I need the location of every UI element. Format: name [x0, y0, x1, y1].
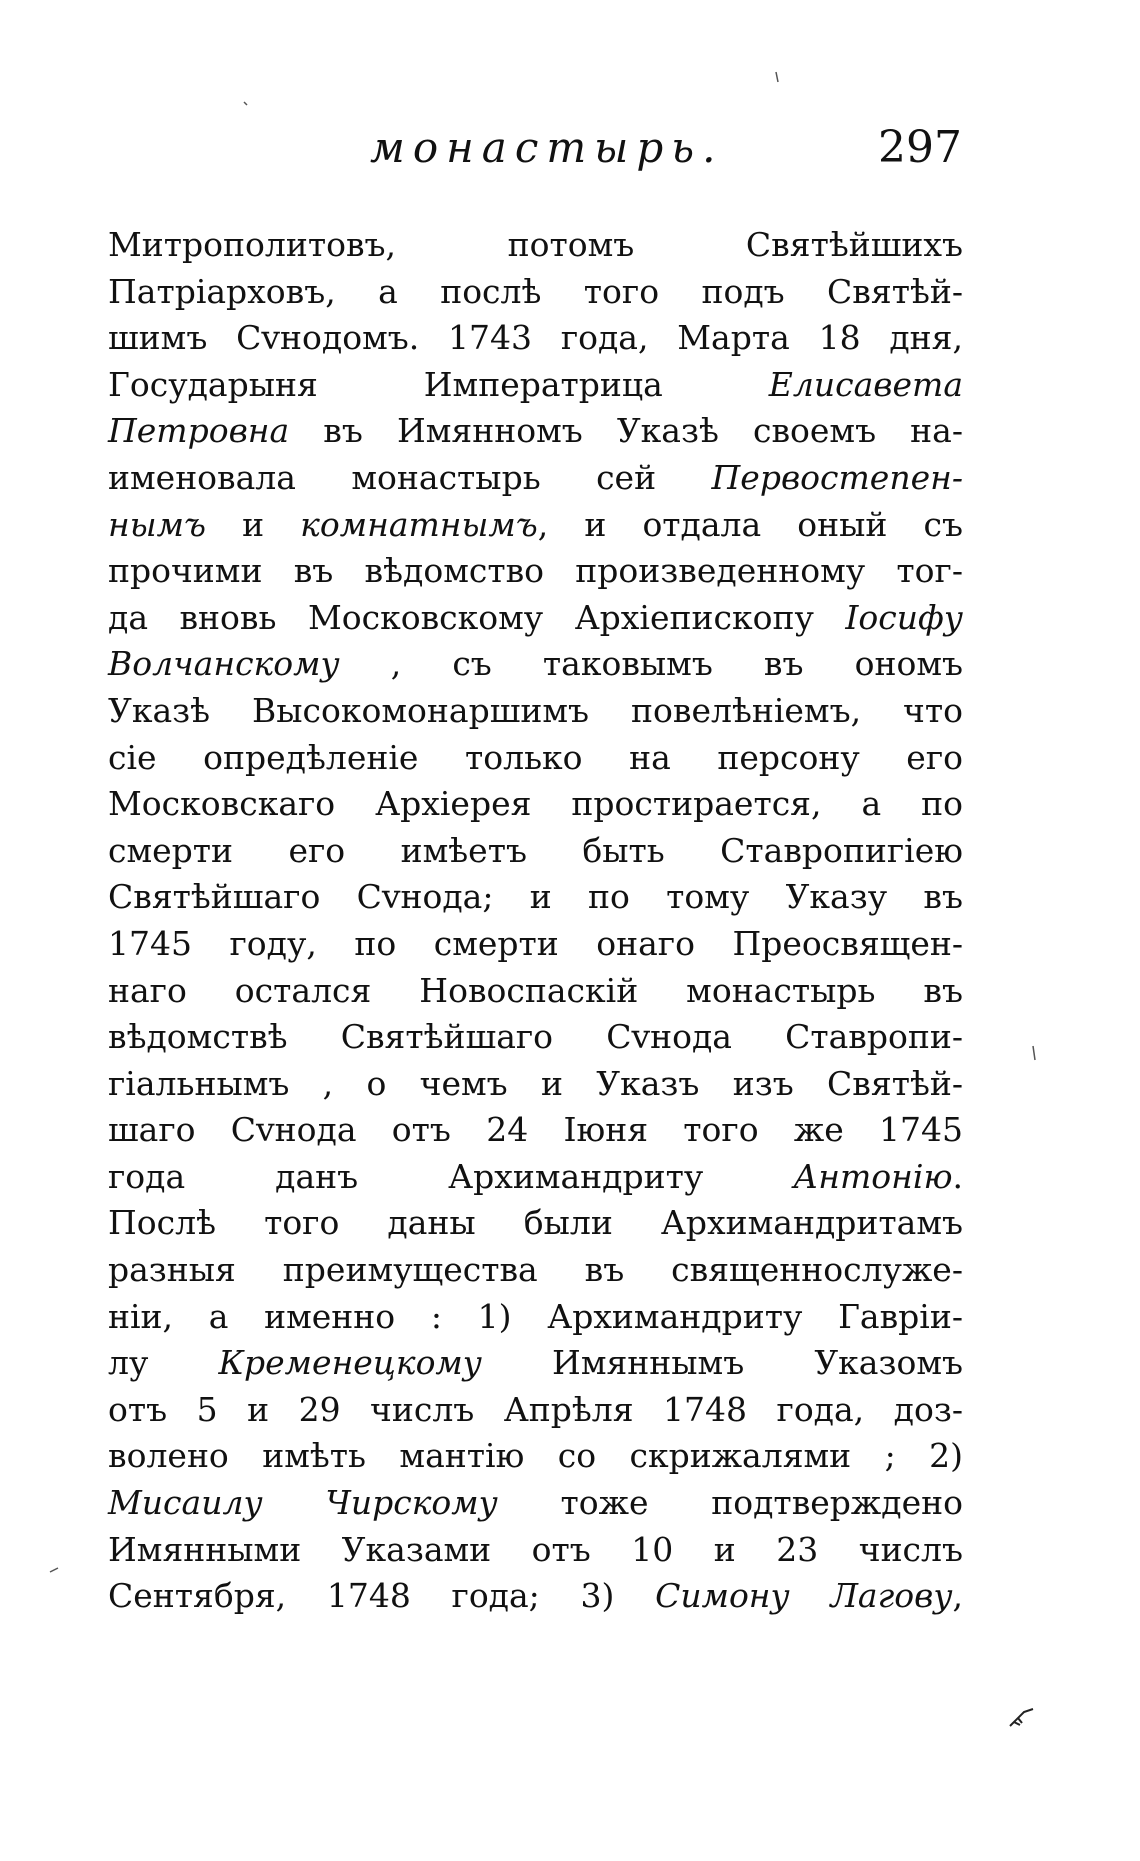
text-line [108, 735, 963, 782]
text-span: отъ 5 и 29 числъ Апрѣля 1748 года, доз- [108, 1389, 963, 1429]
text-line [108, 408, 963, 455]
text-span: Государыня Императрица [108, 364, 769, 404]
text-span: да вновь Московскому Архіепископу [108, 597, 846, 637]
text-span: наго остался Новоспаскій монастырь въ [108, 970, 963, 1010]
text-span: Московскаго Архіерея простирается, а по [108, 784, 963, 824]
text-span: 1745 году, по смерти онаго Преосвящен- [108, 923, 963, 963]
speck [1010, 1709, 1033, 1726]
text-span: Святѣйшаго Сvнода; и по тому Указу въ [108, 877, 963, 917]
text-line [108, 874, 963, 921]
text-line [108, 502, 963, 549]
italic-span: Антонію [793, 1156, 953, 1196]
text-line [108, 1480, 963, 1527]
text-line [108, 1294, 963, 1341]
text-span: въ Имянномъ Указѣ своемъ на- [289, 411, 963, 451]
text-line [108, 1433, 963, 1480]
text-span: ніи, а именно : 1) Архимандриту Гавріи- [108, 1296, 963, 1336]
italic-span: Первостепен- [711, 457, 963, 497]
text-line [108, 269, 963, 316]
text-span: Послѣ того даны были Архимандритамъ [108, 1203, 963, 1243]
text-line [108, 828, 963, 875]
text-span: , съ таковымъ въ ономъ [339, 644, 963, 684]
text-line [108, 1061, 963, 1108]
text-span: смерти его имѣетъ быть Ставропигіею [108, 830, 963, 870]
text-line [108, 548, 963, 595]
text-line [108, 1527, 963, 1574]
speck [50, 1568, 58, 1572]
text-span: именовала монастырь сей [108, 457, 712, 497]
text-span: тоже подтверждено [497, 1483, 963, 1523]
speck [244, 102, 247, 105]
text-line [108, 1387, 963, 1434]
text-span: шимъ Сvнодомъ. 1743 года, Марта 18 дня, [108, 318, 963, 358]
italic-span: Петровна [108, 411, 290, 451]
text-line [108, 688, 963, 735]
italic-span: комнатнымъ [300, 504, 538, 544]
text-line [108, 1154, 963, 1201]
text-span: шаго Сvнода отъ 24 Іюня того же 1745 [108, 1110, 963, 1150]
italic-span: Елисавета [768, 364, 963, 404]
page-header [0, 118, 1140, 178]
italic-span: Волчанскому [108, 644, 340, 684]
text-line [108, 595, 963, 642]
text-line [108, 1247, 963, 1294]
text-span: Патріарховъ, а послѣ того подъ Святѣй- [108, 271, 963, 311]
text-span: года данъ Архимандриту [108, 1156, 794, 1196]
page-number: 297 [878, 122, 962, 173]
text-line [108, 1573, 963, 1620]
text-span: . [952, 1156, 963, 1196]
text-line [108, 1107, 963, 1154]
text-line [108, 222, 963, 269]
italic-span: Мисаилу Чирскому [108, 1483, 498, 1523]
text-span: Митрополитовъ, потомъ Святѣйшихъ [108, 225, 963, 264]
italic-span: нымъ [108, 504, 206, 544]
text-span: , и отдала оный съ [537, 504, 963, 544]
text-span: Указѣ Высокомонаршимъ повелѣніемъ, что [108, 690, 963, 730]
text-line [108, 1200, 963, 1247]
text-span: разныя преимущества въ священнослуже- [108, 1250, 963, 1290]
text-span: гіальнымъ , о чемъ и Указъ изъ Святѣй- [108, 1063, 963, 1103]
text-span: Имяннымъ Указомъ [481, 1343, 963, 1383]
text-span: Сентября, 1748 года; 3) [108, 1576, 656, 1616]
text-line [108, 362, 963, 409]
text-span: сіе опредѣленіе только на персону его [108, 737, 963, 777]
text-line [108, 1014, 963, 1061]
text-line [108, 968, 963, 1015]
italic-span: Кременецкому [218, 1343, 482, 1383]
text-line [108, 315, 963, 362]
italic-span: Симону Лагову [655, 1576, 953, 1616]
text-span: , [952, 1576, 963, 1616]
text-line [108, 1340, 963, 1387]
text-span: Имянными Указами отъ 10 и 23 числъ [108, 1529, 963, 1569]
text-line [108, 921, 963, 968]
text-span: прочими въ вѣдомство произведенному тог- [108, 551, 963, 591]
text-span: и [205, 504, 301, 544]
text-span: лу [108, 1343, 219, 1383]
body-text [108, 222, 963, 1620]
text-line [108, 781, 963, 828]
text-line [108, 455, 963, 502]
text-span: вѣдомствѣ Святѣйшаго Сvнода Ставропи- [108, 1017, 963, 1057]
speck [1033, 1046, 1035, 1060]
text-line [108, 641, 963, 688]
italic-span: Іосифу [845, 597, 963, 637]
speck [776, 72, 778, 82]
running-head: монастырь. [370, 123, 724, 172]
text-span: волено имѣть мантію со скрижалями ; 2) [108, 1436, 963, 1476]
